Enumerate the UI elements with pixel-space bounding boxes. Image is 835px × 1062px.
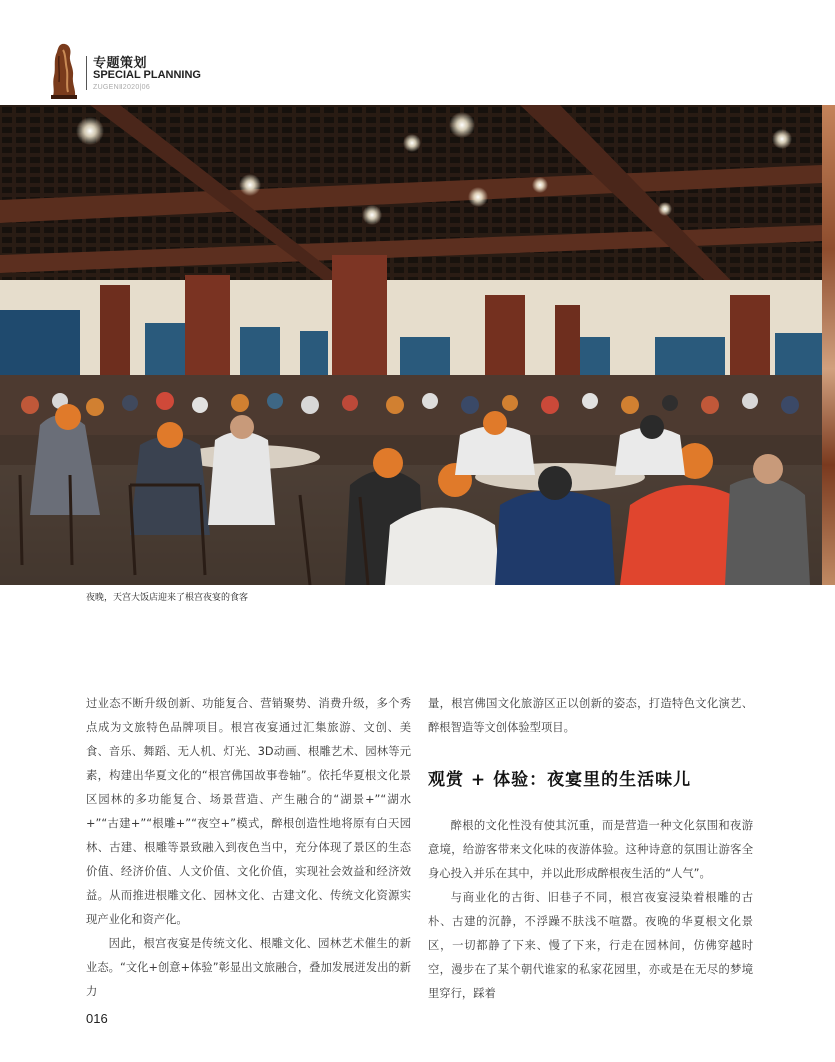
section-title-cn: 专题策划 (93, 56, 148, 71)
banquet-hall-photo (0, 105, 822, 585)
root-sculpture-logo-icon (48, 42, 80, 100)
paragraph: 过业态不断升级创新、功能复合、营销聚势、消费升级，多个秀点成为文旅特色品牌项目。根宫夜宴通过汇集旅游、文创、美食、音乐、舞蹈、无人机、灯光、3D动画、根雕艺术、园林等元素，构建出华夏文化的“根宫佛国故事卷轴”。依托华夏根文化景区园林的多功能复合、场景营造、产生融合的“湖景+”“湖水+”“古建+”“根雕+”“夜空+”模式，醉根创造性地将原有白天园林、古建、根雕等景致融入到夜色当中，充分体现了景区的生态价值、经济价值、人文价值、文化价值，实现社会效益和经济效益。从而推进根雕文化、园林文化、古建文化、传统文化资源实现产业化和资产化。 (86, 697, 411, 926)
section-subheading: 观赏 + 体验：夜宴里的生活味儿 (428, 770, 692, 790)
paragraph: 因此，根宫夜宴是传统文化、根雕文化、园林艺术催生的新业态。“文化+创意+体验”彰显出文旅融合，叠加发展迸发出的新力 (86, 937, 411, 998)
photo-caption: 夜晚，天宫大饭店迎来了根宫夜宴的食客 (86, 593, 249, 603)
adjacent-page-photo-edge (822, 105, 835, 585)
paragraph: 与商业化的古街、旧巷子不同，根宫夜宴浸染着根雕的古朴、古建的沉静，不浮躁不肤浅不喧嚣。夜晚的华夏根文化景区，一切都静了下来、慢了下来，行走在园林间，仿佛穿越时空，漫步在了某个朝代谁家的私家花园里，亦或是在无尽的梦境里穿行，踩着 (428, 891, 753, 1000)
header-divider (86, 56, 87, 90)
article-column-left (86, 692, 411, 1004)
paragraph: 醉根的文化性没有使其沉重，而是营造一种文化氛围和夜游意境，给游客带来文化味的夜游体验。这种诗意的氛围让游客全身心投入并乐在其中，并以此形成醉根夜生活的“人气”。 (428, 819, 753, 880)
section-title-en: SPECIAL PLANNING (93, 69, 201, 81)
issue-label: ZUGENⅡ2020|06 (93, 84, 151, 91)
paragraph: 量，根宫佛国文化旅游区正以创新的姿态，打造特色文化演艺、醉根智造等文创体验型项目。 (428, 697, 753, 734)
article-column-right (428, 692, 753, 1006)
page-number: 016 (86, 1011, 108, 1026)
page-header (44, 40, 344, 102)
